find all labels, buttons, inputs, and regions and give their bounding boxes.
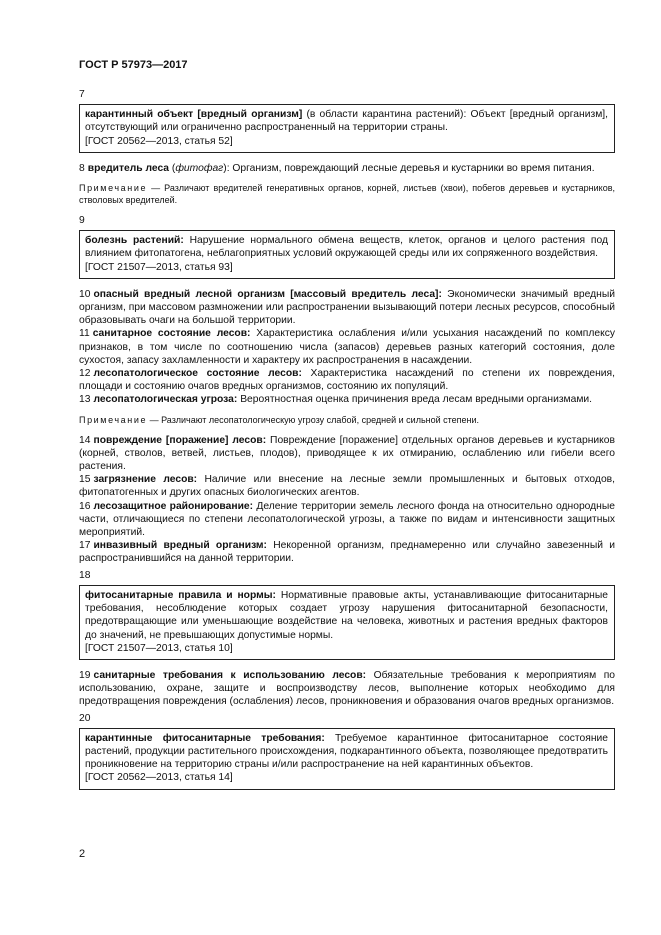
note — [79, 182, 615, 206]
term-definition: Нарушение нормального обмена веществ, клеток, органов и целого растения под влиянием фитопатогена, неблагоприятных условий окружающей среды или их сопряженного воздействия. — [85, 235, 608, 260]
term-number: 17 — [79, 540, 91, 552]
quoted-term-box — [79, 728, 615, 790]
term-number: 18 — [79, 569, 91, 581]
term-entry — [79, 473, 615, 499]
term-definition: Наличие или внесение на лесные земли промышленных и бытовых отходов, фитопатогенных и других опасных биологических агентов. — [79, 474, 615, 499]
term-name: лесопатологическая угроза: — [93, 394, 238, 406]
term-definition: Экономически значимый вредный организм, при массовом размножении или распространении вызывающий потери лесных ресурсов, способный образовывать очаги на большой территории. — [79, 288, 615, 327]
term-number: 11 — [79, 328, 90, 340]
term-number: 20 — [79, 712, 91, 724]
term-source: [ГОСТ 21507—2013, статья 10] — [85, 642, 233, 654]
term-name: вредитель леса — [87, 162, 170, 174]
term-definition: ): Организм, повреждающий лесные деревья и кустарники во время питания. — [223, 162, 595, 174]
term-name: лесозащитное районирование: — [93, 500, 254, 512]
term-entry — [79, 539, 615, 565]
term-definition: Нормативные правовые акты, устанавливающие фитосанитарные требования, несоблюдение которых создает угрозу нарушения фитосанитарной безопасности, предотвращающие или уменьшающие воздействие на человека, животных и растения вредных факторов до значений, не превышающих допустимые нормы. — [85, 589, 608, 641]
term-number: 12 — [79, 368, 91, 380]
term-definition: Обязательные требования к мероприятиям по использованию, охране, защите и воспроизводству лесов, выполнение которых необходимо для предотвращения повреждения (ослабления) лесов, проникновения и образования очагов вредных организмов. — [79, 669, 615, 708]
term-entry: 8 вредитель леса (фитофаг): Организм, повреждающий лесные деревья и кустарники во время питания. — [79, 162, 595, 174]
term-number: 9 — [79, 215, 85, 227]
term-entry — [79, 434, 615, 474]
note-label: Примечание — [79, 183, 148, 194]
term-name: лесопатологическое состояние лесов: — [93, 368, 302, 380]
note-text: — Различают вредителей генеративных органов, корней, листьев (хвои), побегов деревьев и кустарников, стволовых вредителей. — [79, 183, 615, 206]
note — [79, 414, 615, 426]
term-entry — [79, 393, 615, 406]
term-definition: Характеристика насаждений по степени их повреждения, площади и состоянию очагов вредных организмов, состоянию их популяций. — [79, 368, 615, 393]
term-entry — [79, 327, 615, 367]
term-name: санитарное состояние лесов: — [92, 328, 251, 340]
term-definition: Вероятностная оценка причинения вреда лесам вредными организмами. — [237, 394, 593, 406]
note-label: Примечание — [79, 414, 148, 425]
term-name: инвазивный вредный организм: — [93, 540, 267, 552]
quoted-term-box — [79, 104, 615, 153]
document-header: ГОСТ Р 57973—2017 — [79, 59, 188, 71]
term-definition: (в области карантина растений): Объект [вредный организм], отсутствующий или ограниченно распространенный на территории страны. — [85, 109, 608, 134]
term-name: карантинный объект [вредный организм] — [85, 109, 303, 121]
term-definition: Требуемое карантинное фитосанитарное состояние растений, продукции растительного происхождения, подкарантинного объекта, позволяющее предотвратить проникновение на территорию страны и/или распространение на ней карантинных объектов. — [85, 732, 608, 771]
term-definition: Деление территории земель лесного фонда на относительно однородные части, отличающиеся по степени лесопатологической угрозы, а также по видам и интенсивности защитных мероприятий. — [79, 500, 615, 539]
term-number: 14 — [79, 434, 91, 446]
term-name: карантинные фитосанитарные требования: — [85, 732, 325, 744]
term-definition: Некоренной организм, преднамеренно или случайно завезенный и распространившийся на данной территории. — [79, 540, 615, 565]
term-source: [ГОСТ 20562—2013, статья 14] — [85, 772, 233, 784]
terms-section — [79, 88, 615, 799]
term-name: повреждение [поражение] лесов: — [93, 434, 267, 446]
quoted-term-box — [79, 230, 615, 279]
term-name: санитарные требования к использованию лесов: — [93, 669, 367, 681]
term-number: 19 — [79, 669, 91, 681]
page-number: 2 — [79, 848, 86, 860]
term-entry — [79, 669, 615, 709]
term-number: 10 — [79, 288, 91, 300]
term-name: опасный вредный лесной организм [массовый вредитель леса]: — [93, 288, 442, 300]
term-name: загрязнение лесов: — [93, 474, 198, 486]
term-source: [ГОСТ 20562—2013, статья 52] — [85, 135, 233, 147]
term-name: фитосанитарные правила и нормы: — [85, 589, 276, 601]
term-definition: Повреждение [поражение] отдельных органов деревьев и кустарников (корней, стволов, ветвей, листьев, плодов), приводящее к их отмиранию, ослаблению или гибели всего растения. — [79, 434, 615, 473]
term-name: болезнь растений: — [85, 235, 184, 247]
term-synonym: фитофаг — [175, 162, 224, 174]
term-number: 8 — [79, 162, 85, 174]
term-number: 7 — [79, 89, 85, 100]
term-number: 16 — [79, 500, 91, 512]
note-text: — Различают лесопатологическую угрозу слабой, средней и сильной степени. — [147, 414, 480, 425]
term-entry — [79, 367, 615, 393]
term-source: [ГОСТ 21507—2013, статья 93] — [85, 261, 233, 273]
quoted-term-box — [79, 585, 615, 660]
term-definition: Характеристика ослабления и/или усыхания насаждений по комплексу признаков, в том числе по соотношению числа (запасов) деревьев разных категорий состояния, доле сухостоя, запасу захламленности и характеру их распространения в насаждении. — [79, 328, 615, 366]
term-entry — [79, 288, 615, 328]
term-entry — [79, 500, 615, 540]
term-number: 13 — [79, 394, 91, 406]
term-number: 15 — [79, 474, 91, 486]
